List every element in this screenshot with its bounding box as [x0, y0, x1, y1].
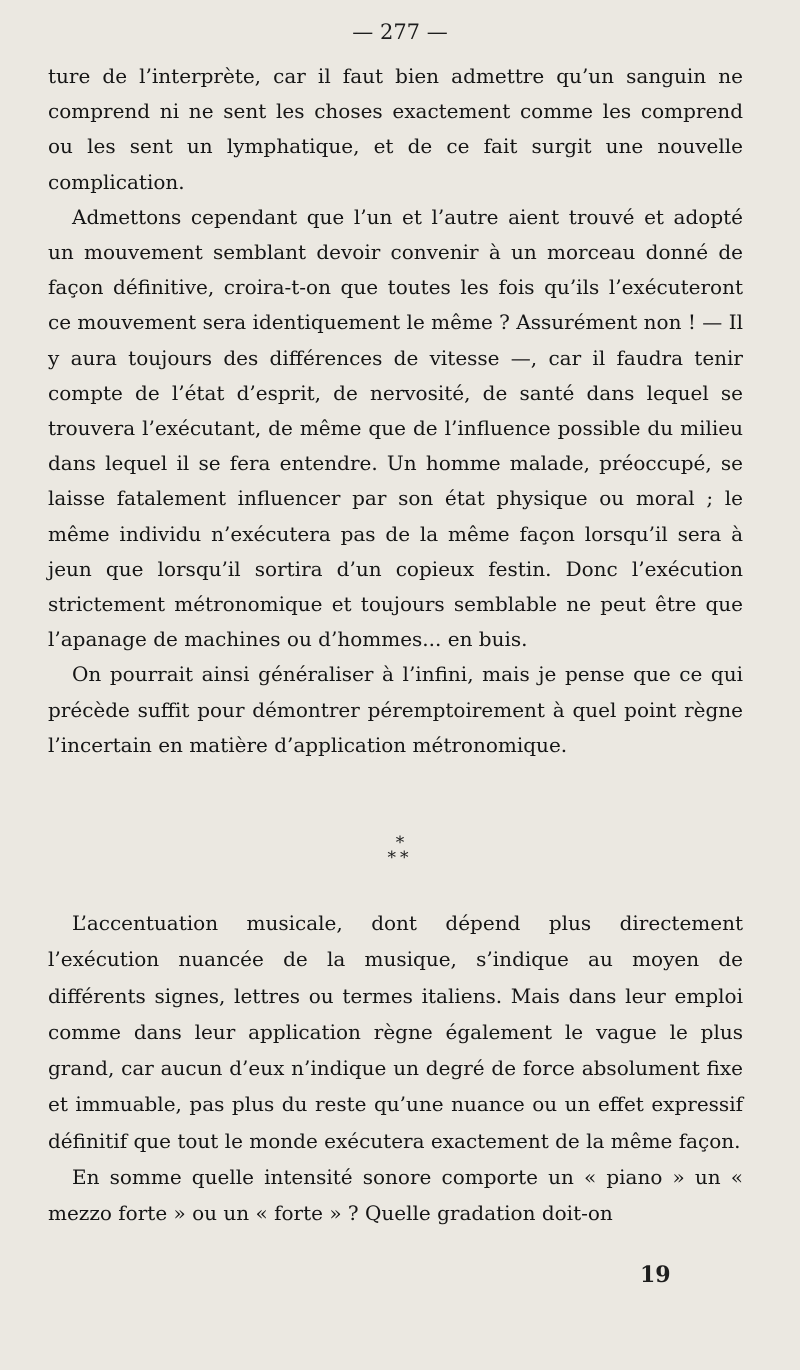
paragraph-4: L’accentuation musicale, dont dépend plus directement l’exécution nuancée de la musique, s’indique au moyen de différents signes, lettres ou termes italiens. Mais dans leur emploi comme dans leur application règne également le vague le plus grand, car aucun d’eux n’indique un degré de force absolument fixe et immuable, pas plus du reste qu’une nuance ou un effet expressif définitif que tout le monde exécutera exactement de la même façon.: [48, 911, 743, 1153]
asterism-top: *: [395, 833, 405, 853]
section-separator-asterism: [0, 833, 800, 868]
page-number-header: — 277 —: [352, 20, 448, 44]
paragraph-1: ture de l’interprète, car il faut bien admettre qu’un sanguin ne comprend ni ne sent les choses exactement comme les comprend ou les sent un lymphatique, et de ce fait surgit une nouvelle complication.: [48, 64, 743, 194]
paragraph-3: On pourrait ainsi généraliser à l’infini, mais je pense que ce qui précède suffit pour démontrer péremptoirement à quel point règne l’incertain en matière d’application métronomique.: [48, 662, 743, 757]
signature-mark: 19: [640, 1262, 671, 1288]
paragraph-5: En somme quelle intensité sonore comporte un « piano » un « mezzo forte » ou un « forte » ? Quelle gradation doit-on: [48, 1165, 743, 1226]
asterism-bottom: **: [387, 848, 413, 868]
body-text-section-2: [48, 905, 743, 1232]
body-text-section-1: [48, 59, 743, 763]
paragraph-2: Admettons cependant que l’un et l’autre aient trouvé et adopté un mouvement semblant devoir convenir à un morceau donné de façon définitive, croira-t-on que toutes les fois qu’ils l’exécuteront ce mouvement sera identiquement le même ? Assurément non ! — Il y aura toujours des différences de vitesse —, car il faudra tenir compte de l’état d’esprit, de nervosité, de santé dans lequel se trouvera l’exécutant, de même que de l’influence possible du milieu dans lequel il se fera entendre. Un homme malade, préoccupé, se laisse fatalement influencer par son état physique ou moral ; le même individu n’exécutera pas de la même façon lorsqu’il sera à jeun que lorsqu’il sortira d’un copieux festin. Donc l’exécution strictement métronomique et toujours semblable ne peut être que l’apanage de machines ou d’hommes... en buis.: [48, 204, 743, 652]
